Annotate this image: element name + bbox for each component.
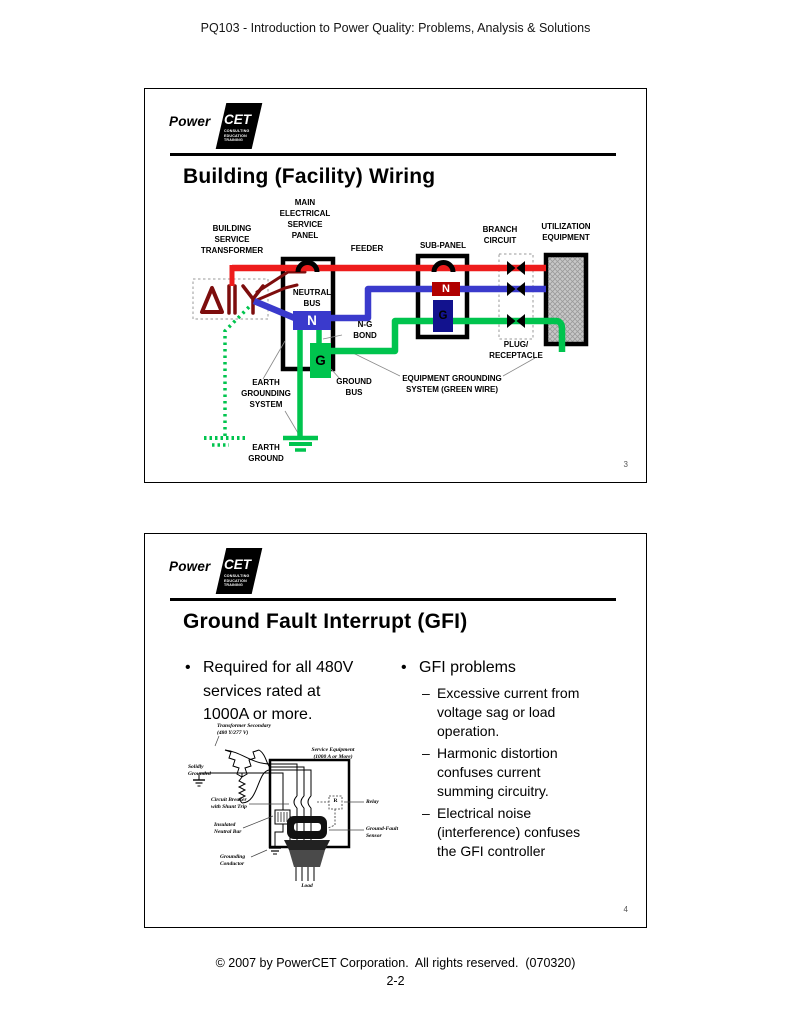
dash-marker: – (422, 744, 430, 761)
logo-tagline: CONSULTING EDUCATION TRAINING (224, 129, 250, 143)
label-plug-receptacle: PLUG/ RECEPTACLE (489, 340, 543, 360)
sub-bullet-list (422, 684, 643, 861)
label-earth-ground: EARTH GROUND (248, 443, 284, 463)
bullet-item (401, 656, 643, 680)
bullet-marker: • (401, 659, 407, 676)
registered-mark: ® (255, 554, 259, 560)
label-insulated-neutral-bar: Insulated Neutral Bar (214, 822, 242, 835)
slide2-number: 4 (623, 905, 628, 914)
label-transformer-secondary: Transformer Secondary (480 Y/277 V) (217, 723, 272, 736)
main-panel-ground-bus-box: G (310, 343, 331, 378)
logo-cet-text: CET (224, 112, 251, 127)
bullet-column-left (185, 656, 401, 727)
bullet-text-gfi-problems: GFI problems (419, 659, 516, 676)
title-rule (170, 598, 616, 601)
slide1-title: Building (Facility) Wiring (183, 165, 436, 188)
label-load: Load (301, 883, 313, 889)
dash-marker: – (422, 684, 430, 701)
sub-bullet-text-electrical-noise: Electrical noise (interference) confuses the GFI controller (437, 804, 581, 859)
bullet-item (185, 656, 401, 727)
logo-power-text: Power (169, 559, 211, 574)
building-wiring-diagram (145, 89, 646, 482)
gfi-diagram (187, 720, 407, 896)
page-footer (0, 955, 791, 990)
slide-building-wiring (144, 88, 647, 483)
earth-grounding-dotted-wire (204, 307, 249, 445)
label-building-service-transformer: BUILDING SERVICE TRANSFORMER (200, 224, 264, 255)
logo-cet-text: CET (224, 557, 251, 572)
copyright-line: © 2007 by PowerCET Corporation. All rights reserved. (070320) (215, 956, 576, 970)
sub-bullet-text-excessive-current: Excessive current from voltage sag or load operation. (437, 684, 580, 739)
slide-ground-fault-interrupt (144, 533, 647, 928)
slide1-number: 3 (623, 460, 628, 469)
label-ground-bus: GROUND BUS (336, 377, 372, 397)
label-sub-panel: SUB-PANEL (419, 241, 467, 250)
ground-fault-sensor (287, 816, 327, 839)
sub-panel-ground-bus-box: G (433, 300, 453, 332)
sub-bullet-text-harmonic-distortion: Harmonic distortion confuses current summing circuitry. (437, 744, 558, 799)
label-feeder: FEEDER (350, 244, 384, 253)
logo-tagline: CONSULTING EDUCATION TRAINING (224, 574, 250, 588)
label-circuit-breaker: Circuit Breaker with Shunt Trip (211, 797, 247, 810)
label-earth-grounding-system: EARTH GROUNDING SYSTEM (241, 378, 291, 409)
label-ground-fault-sensor: Ground-Fault Sensor (366, 826, 399, 839)
label-solidly-grounded: Solidly Grounded (188, 764, 211, 777)
logo-power-text: Power (169, 114, 211, 129)
slide2-title: Ground Fault Interrupt (GFI) (183, 610, 468, 633)
label-utilization-equipment: UTILIZATION EQUIPMENT (541, 222, 591, 242)
bullet-column-right (401, 656, 643, 864)
label-service-equipment: Service Equipment (1000 A or More) (311, 747, 355, 760)
sub-bullet (422, 684, 643, 741)
label-main-electrical-service-panel: MAIN ELECTRICAL SERVICE PANEL (279, 198, 331, 240)
main-panel-neutral-bus-box: N (293, 311, 331, 330)
label-neutral-bus: NEUTRAL BUS (292, 288, 332, 308)
sub-panel-neutral-bus-box: N (432, 282, 460, 296)
label-branch-circuit: BRANCH CIRCUIT (482, 225, 518, 245)
powercet-logo (169, 547, 269, 597)
sub-bullet (422, 804, 643, 861)
label-grounding-conductor: Grounding Conductor (220, 854, 246, 867)
dash-marker: – (422, 804, 430, 821)
sub-bullet (422, 744, 643, 801)
bullet-text-480v: Required for all 480V services rated at 1000A or more. (203, 659, 354, 723)
label-equipment-grounding-system: EQUIPMENT GROUNDING SYSTEM (GREEN WIRE) (402, 374, 502, 394)
page-header: PQ103 - Introduction to Power Quality: Problems, Analysis & Solutions (200, 21, 591, 35)
bullet-marker: • (185, 659, 191, 676)
circuit-breaker-symbol (291, 796, 317, 808)
utilization-equipment-box (546, 255, 586, 344)
system-ground-symbol (193, 780, 205, 786)
page-number: 2-2 (386, 973, 405, 988)
label-ng-bond: N-G BOND (353, 320, 377, 340)
relay-letter: R (333, 798, 338, 804)
registered-mark: ® (255, 109, 259, 115)
label-relay: Relay (366, 799, 379, 805)
grounding-conductor-symbol (269, 848, 281, 854)
load-bushing (284, 840, 330, 881)
